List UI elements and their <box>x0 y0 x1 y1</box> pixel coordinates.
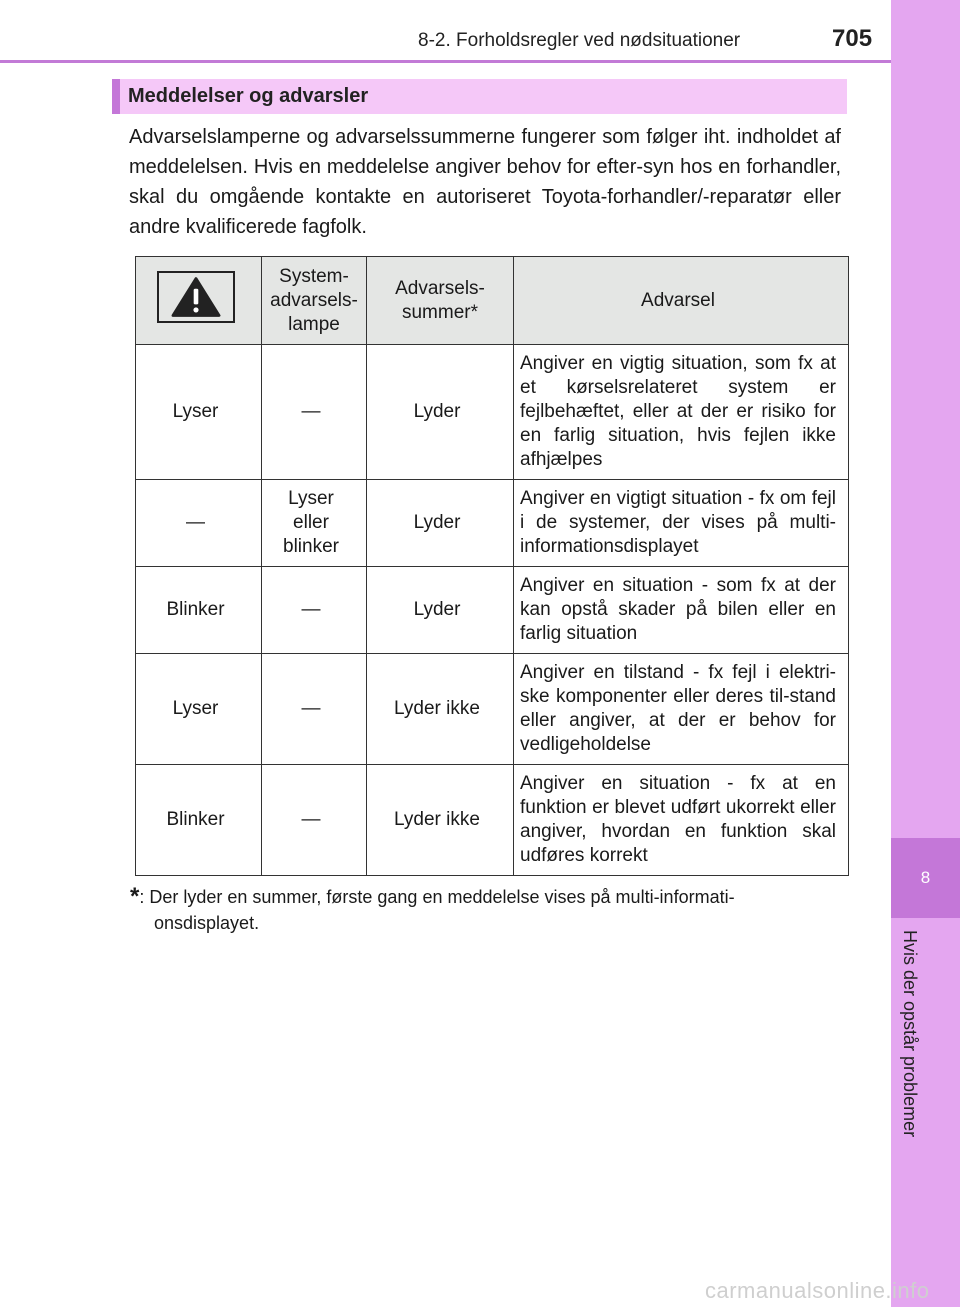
system-cell: — <box>262 345 367 480</box>
warning-cell: Angiver en vigtig situation, som fx at et kørselsrelateret system er fejlbehæftet, eller at der er risiko for en farlig situation, hvis fejlen ikke afhjælpes <box>514 345 849 480</box>
table-header-row <box>136 257 849 345</box>
footnote-marker: * <box>130 883 140 910</box>
table-row <box>136 765 849 876</box>
lamp-cell: Blinker <box>136 765 262 876</box>
footnote-text-line2: onsdisplayet. <box>154 913 260 933</box>
system-cell: — <box>262 765 367 876</box>
buzzer-cell: Lyder <box>367 567 514 654</box>
header-icon-cell <box>136 257 262 345</box>
system-cell: Lyser eller blinker <box>262 480 367 567</box>
warning-cell: Angiver en tilstand - fx fejl i elektri-ske komponenter eller deres til-stand eller angiver, at der er behov for vedligeholdelse <box>514 654 849 765</box>
section-heading: Meddelelser og advarsler <box>112 79 847 114</box>
buzzer-cell: Lyder <box>367 345 514 480</box>
chapter-number-box <box>891 838 960 918</box>
buzzer-cell: Lyder <box>367 480 514 567</box>
footnote <box>130 884 842 936</box>
lamp-cell: — <box>136 480 262 567</box>
lamp-cell: Lyser <box>136 345 262 480</box>
system-cell: — <box>262 654 367 765</box>
table-row <box>136 567 849 654</box>
buzzer-cell: Lyder ikke <box>367 765 514 876</box>
page-number: 705 <box>832 25 873 52</box>
buzzer-cell: Lyder ikke <box>367 654 514 765</box>
lamp-cell: Blinker <box>136 567 262 654</box>
header-system-lamp: System- advarsels- lampe <box>262 257 367 345</box>
warning-triangle-icon <box>157 271 235 323</box>
footnote-text-line1: : Der lyder en summer, første gang en meddelelse vises på multi-informati- <box>139 887 735 907</box>
table-row <box>136 345 849 480</box>
warning-table <box>135 256 849 876</box>
chapter-title: Hvis der opstår problemer <box>900 930 920 1138</box>
lamp-cell: Lyser <box>136 654 262 765</box>
running-header-title: 8-2. Forholdsregler ved nødsituationer <box>418 30 741 51</box>
header-buzzer: Advarsels- summer* <box>367 257 514 345</box>
header-rule <box>0 60 891 63</box>
intro-paragraph: Advarselslamperne og advarselssummerne fungerer som følger iht. indholdet af meddelelsen. Hvis en meddelelse angiver behov for efter-syn hos en forhandler, skal du omgående kontakte en autoriseret Toyota-forhandler/-reparatør eller andre kvalificerede fagfolk. <box>129 126 841 238</box>
table-row <box>136 654 849 765</box>
system-cell: — <box>262 567 367 654</box>
warning-cell: Angiver en vigtigt situation - fx om fejl i de systemer, der vises på multi-informationsdisplayet <box>514 480 849 567</box>
chapter-number: 8 <box>920 868 931 887</box>
warning-cell: Angiver en situation - fx at en funktion er blevet udført ukorrekt eller angiver, hvordan en funktion skal udføres korrekt <box>514 765 849 876</box>
warning-cell: Angiver en situation - som fx at der kan opstå skader på bilen eller en farlig situation <box>514 567 849 654</box>
table-row <box>136 480 849 567</box>
watermark: carmanualsonline.info <box>705 1278 930 1303</box>
header-warning: Advarsel <box>514 257 849 345</box>
